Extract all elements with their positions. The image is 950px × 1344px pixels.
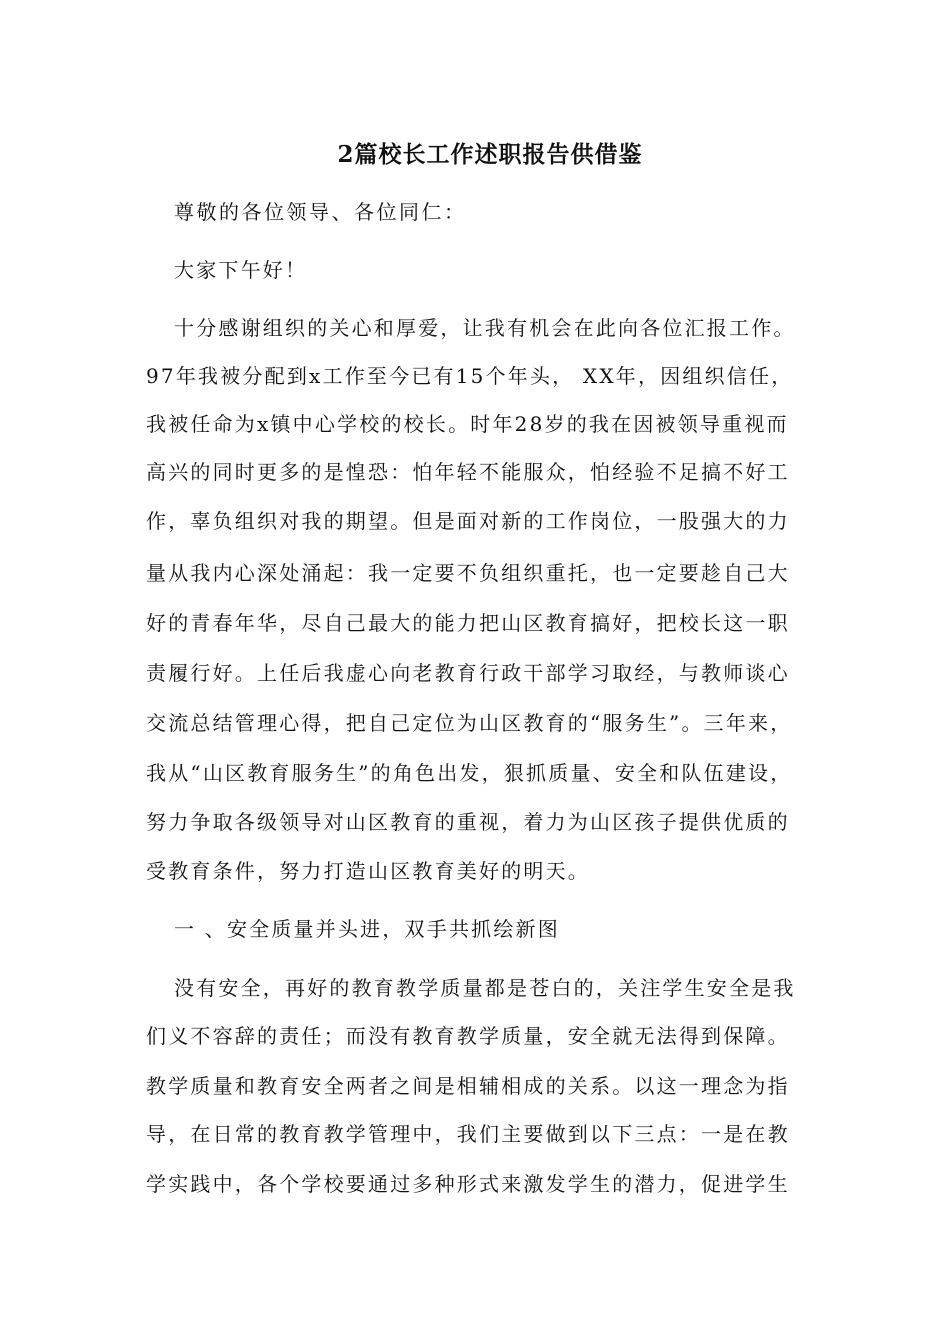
paragraph-line: 作，辜负组织对我的期望。但是面对新的工作岗位，一股强大的力 — [146, 509, 790, 533]
greeting: 大家下午好！ — [174, 258, 308, 282]
paragraph-line: 高兴的同时更多的是惶恐：怕年轻不能服众，怕经验不足搞不好工 — [146, 460, 790, 484]
paragraph-line: 好的青春年华，尽自己最大的能力把山区教育搞好，把校长这一职 — [146, 611, 790, 635]
paragraph-line: 教学质量和教育安全两者之间是相辅相成的关系。以这一理念为指 — [146, 1074, 790, 1098]
paragraph-line: 努力争取各级领导对山区教育的重视，着力为山区孩子提供优质的 — [146, 810, 790, 834]
paragraph-line: 量从我内心深处涌起：我一定要不负组织重托，也一定要趁自己大 — [146, 561, 790, 585]
document-title: 2篇校长工作述职报告供借鉴 — [337, 141, 643, 168]
paragraph-line: 我从“山区教育服务生”的角色出发，狠抓质量、安全和队伍建设， — [146, 761, 793, 785]
paragraph-line: 没有安全，再好的教育教学质量都是苍白的，关注学生安全是我 — [174, 976, 796, 1000]
paragraph-line: 学实践中，各个学校要通过多种形式来激发学生的潜力，促进学生 — [146, 1172, 790, 1196]
paragraph-line: 受教育条件，努力打造山区教育美好的明天。 — [146, 859, 590, 883]
paragraph-line: 我被任命为x镇中心学校的校长。时年28岁的我在因被领导重视而 — [146, 412, 789, 436]
section-heading: 一 、安全质量并头进，双手共抓绘新图 — [174, 917, 560, 941]
paragraph-line: 责履行好。上任后我虚心向老教育行政干部学习取经，与教师谈心 — [146, 661, 790, 685]
paragraph-line: 导，在日常的教育教学管理中，我们主要做到以下三点：一是在教 — [146, 1122, 790, 1146]
paragraph-line: 十分感谢组织的关心和厚爱，让我有机会在此向各位汇报工作。 — [174, 316, 796, 340]
salutation: 尊敬的各位领导、各位同仁： — [174, 200, 467, 224]
paragraph-line: 交流总结管理心得，把自己定位为山区教育的“服务生”。三年来， — [146, 711, 793, 735]
paragraph-line: 97年我被分配到x工作至今已有15个年头， XX年，因组织信任， — [146, 364, 794, 388]
paragraph-line: 们义不容辞的责任；而没有教育教学质量，安全就无法得到保障。 — [146, 1024, 790, 1048]
